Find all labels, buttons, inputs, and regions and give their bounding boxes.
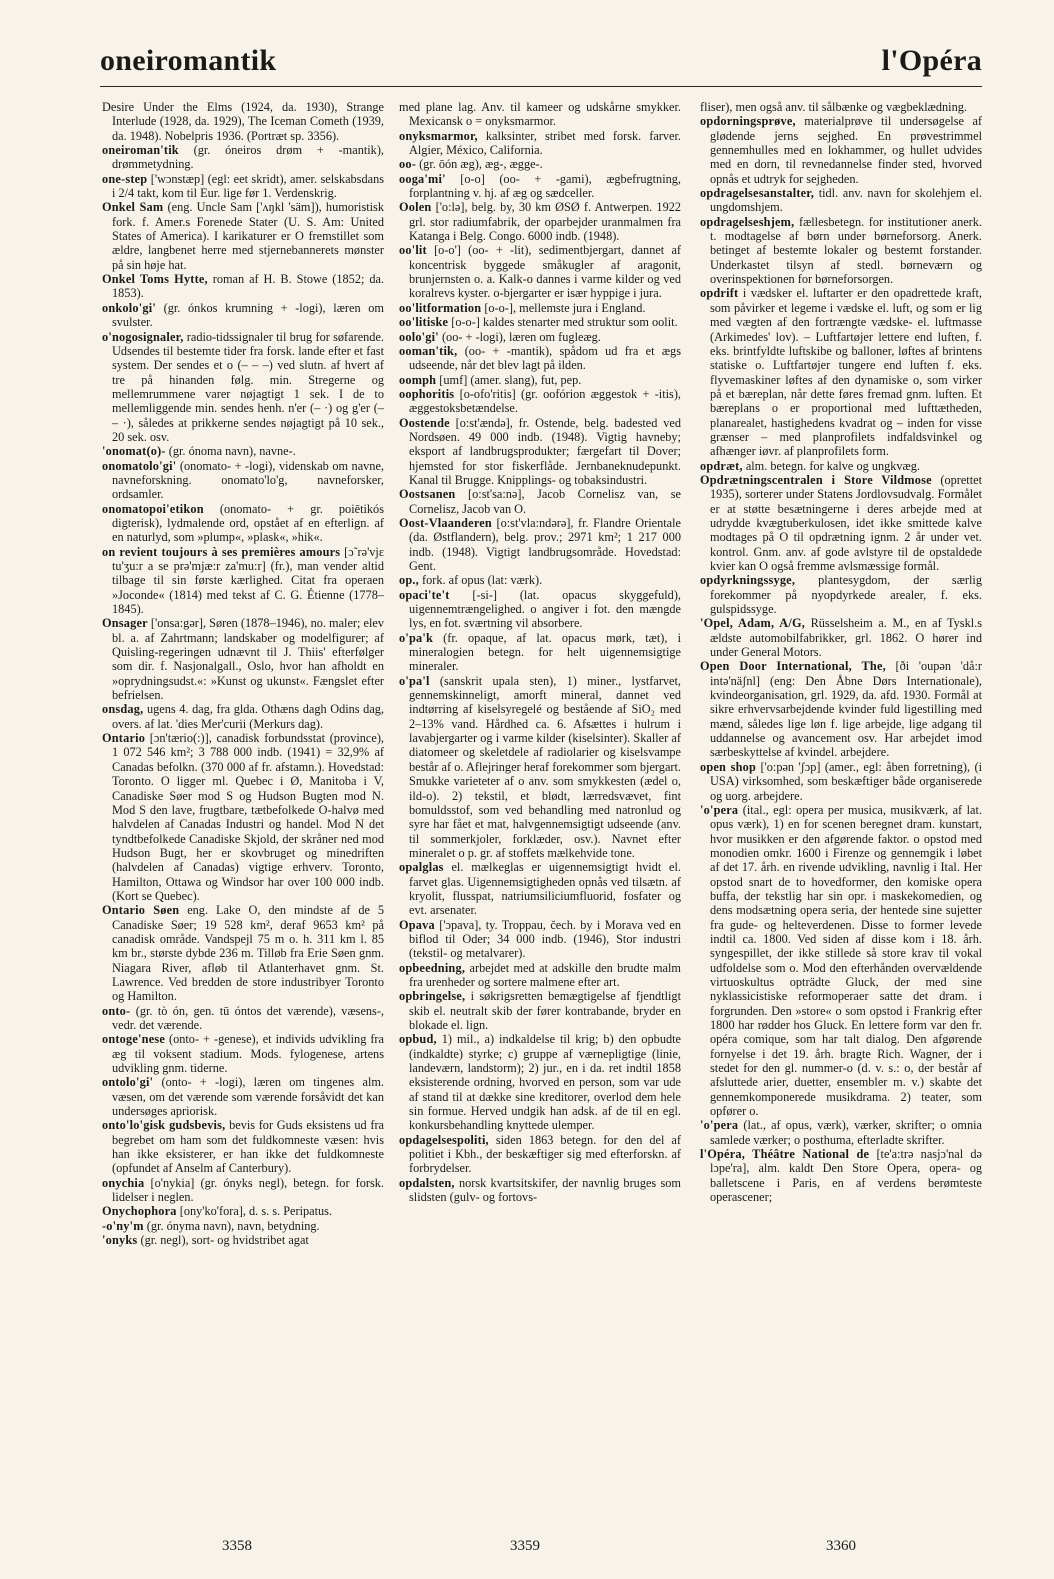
entry-definition: siden 1863 betegn. for den del af politiet i Kbh., der beskæftiger sig med efterforskn. af forbrydelser. [409, 1132, 681, 1176]
dictionary-entry [700, 186, 982, 215]
entry-headword: oolo'gi' [399, 329, 439, 344]
dictionary-entry [700, 803, 982, 1119]
dictionary-entry [399, 129, 681, 158]
dictionary-entry [700, 1147, 982, 1204]
entry-headword: opdalsten, [399, 1175, 455, 1190]
column-right [700, 100, 982, 1530]
entry-definition: fork. af opus (lat: værk). [422, 573, 543, 588]
entry-definition: (oo- + -mantik), spådom ud fra et ægs udseende, når det blev lagt på ilden. [409, 343, 681, 373]
entry-headword: opaci'te't [399, 587, 450, 602]
entry-definition: bevis for Guds eksistens ud fra begrebet om ham som det fuldkomneste væsen: hvis han ikke eksisterer, er han ikke det fuldkomneste (opfundet af Anselm af Canterbury). [112, 1118, 384, 1176]
entry-headword: oneiroman'tik [102, 143, 179, 158]
entry-definition: (fr. opaque, af lat. opacus mørk, tæt), i mineralogien betegn. for helt uigennemsigtige mineraler. [409, 630, 681, 674]
entry-headword: Open Door International, The, [700, 659, 886, 674]
dictionary-entry [399, 1176, 681, 1205]
dictionary-entry [102, 1118, 384, 1175]
entry-definition: (oo- + -logi), læren om fugleæg. [441, 329, 601, 344]
dictionary-entry [102, 459, 384, 502]
entry-definition: (gr. óneiros drøm + -mantik), drømmetydning. [112, 143, 384, 172]
dictionary-entry [700, 616, 982, 659]
entry-definition: [o-ofo'ritis] (gr. oofórion æggestok + -itis), æggestoksbetændelse. [409, 386, 681, 416]
dictionary-entry [102, 200, 384, 272]
entry-headword: oo- [399, 157, 416, 172]
dictionary-entry [399, 1133, 681, 1176]
entry-headword: opdorningsprøve, [700, 114, 796, 129]
entry-definition: plantesygdom, der særlig forekommer på nyopdyrkede arealer, f. eks. gulspidssyge. [710, 573, 982, 617]
dictionary-entry [399, 243, 681, 300]
entry-definition: materialprøve til undersøgelse af glødende jerns sejghed. En prøvestrimmel gennemhulles med en lokhammer, og hullet udvides med en dorn, til revnedannelse finder sted, hvorved opnås et udtryk for sejgheden. [710, 114, 982, 186]
dictionary-entry [700, 659, 982, 759]
entry-headword: ooman'tik, [399, 343, 458, 358]
column-left [102, 100, 384, 1530]
dictionary-entry [399, 344, 681, 373]
entry-definition: [ɔ̃ rə'vjɛ̃ tu'ʒu:r a se prə'mjæ:r za'mu:r] (fr.), man vender altid tilbage til sin første kærlighed. Citat fra operaen »Joconde« (1814) med tekst af C. G. Étienne (1778–1845). [112, 544, 384, 617]
entry-definition: Rüsselsheim a. M., en af Tyskl.s ældste automobilfabrikker, grl. 1862. O hører ind under General Motors. [710, 616, 982, 660]
entry-headword: Oostende [399, 415, 450, 430]
entry-definition: tidl. anv. navn for skolehjem el. ungdomshjem. [710, 186, 982, 215]
entry-definition: [o:st'sa:nə], Jacob Cornelisz van, se Cornelisz, Jacob van O. [409, 487, 681, 516]
entry-headword: oophoritis [399, 386, 455, 401]
entry-headword: onto'lo'gisk gudsbevis, [102, 1118, 226, 1133]
entry-definition: (gr. ónkos krumning + -logi), læren om svulster. [112, 300, 384, 330]
entry-definition: ugens 4. dag, fra glda. Othæns dagh Odins dag, overs. af lat. 'dies Mer'curii (Merkurs dag). [112, 702, 384, 731]
dictionary-entry [399, 330, 681, 344]
entry-headword: opdagelsespoliti, [399, 1132, 489, 1147]
entry-definition: [ði 'oupən 'då:r intə'näʃnl] (eng: Den Åbne Dørs Internationale), kvindeorganisation, grl. 1929, da. afd. 1930. Formål at sikre erhvervsarbejdende kvinder fuld ligestilling med mænd, således lige løn f. lige arbejde, lige adgang til uddannelse og avancement osv. Har arbejdet imod særbeskyttelse af kvindel. arbejdere. [710, 659, 982, 760]
entry-headword: oo'litiske [399, 315, 449, 330]
entry-definition: arbejdet med at adskille den brudte malm fra urenheder og sortere malmene efter art. [409, 960, 681, 989]
entry-headword: opdrift [700, 286, 739, 301]
page-header [100, 42, 982, 87]
entry-definition: ['onsa:gər], Søren (1878–1946), no. maler; elev bl. a. af Zahrtmann; landskaber og modelfigurer; af Quisling-regeringen udnævnt til J. Thiis' efterfølger som dir. f. Nasjonalgall., Oslo, hvor han afholdt en »oprydningsudst.«: »Kunst og ukunst«. Fængslet efter befrielsen. [112, 616, 384, 703]
dictionary-entry [102, 1004, 384, 1033]
entry-definition: med plane lag. Anv. til kameer og udskårne smykker. Mexicansk o = onyksmarmor. [399, 100, 681, 129]
entry-headword: onto- [102, 1003, 131, 1018]
dictionary-entry [102, 1075, 384, 1118]
entry-definition: (onomato- + gr. poiētikós digterisk), lydmalende ord, opstået af en efterlign. af en naturlyd, som »plump«, »plask«, »hik«. [112, 501, 384, 545]
dictionary-entry [700, 573, 982, 616]
entry-headword: o'pa'l [399, 673, 430, 688]
dictionary-entry [102, 1204, 384, 1218]
entry-headword: opalglas [399, 860, 444, 875]
dictionary-entry [399, 674, 681, 860]
entry-definition: alm. betegn. for kalve og ungkvæg. [745, 458, 920, 473]
dictionary-entry [399, 301, 681, 315]
entry-definition: Desire Under the Elms (1924, da. 1930), Strange Interlude (1928, da. 1929), The Iceman Cometh (1939, da. 1948). Nobelpris 1936. (Portræt sp. 3356). [102, 100, 384, 143]
page-number-left: 3358 [222, 1538, 252, 1554]
dictionary-entry [102, 1233, 384, 1247]
entry-definition: (sanskrit upala sten), 1) miner., lystfarvet, gennemskinneligt, amorft mineral, dannet ved indtørring af kiselsyregelé og bestående af SiO₂ med 2–13% vand. Hårdhed ca. 6. Afsættes i hulrum i lavabjergarter og i varme kilder (kiselsinter). Skaller af diatomeer og skeletdele af radiolarier og kiselsvampe består af o. Aflejringer heraf forekommer som bjergart. Smukke varieteter af o anv. som smykkesten (ædel o, ild-o). 2) tekstil, et blødt, lærredsvævet, fint bomuldsstof, som ved behandling med natronlud og syre har fået et mat, halvgennemsigtigt udseende (anv. til sommerkjoler, forklæder, osv.). Navnet efter mineralet o p. gr. af stoffets mælkehvide tone. [409, 673, 681, 860]
dictionary-entry [399, 387, 681, 416]
entry-definition: [umf] (amer. slang), fut, pep. [439, 372, 582, 387]
dictionary-entry [700, 215, 982, 287]
entry-definition: (ital., egl: opera per musica, musikværk, af lat. opus værk), 1) en for scenen beregnet dram. kunstart, hvor musikken er den afgørende faktor. o opstod med monodien omkr. 1600 i Firenze og gennemgik i løbet af det 17. årh. en rivende udvikling, navnlig i Ital. Her opstod snart de to hovedformer, den komiske opera buffa, der tekstlig har sin opr. i maskekomedien, og dens modsætning opera seria, der hentede sine sujetter fra gude- og helteverdenen. Disse to former levede indtil ca. 1800. Ved siden af disse kom i 18. årh. syngespillet, der ikke stillede så store krav til vokal udfoldelse som o. Mod den efterhånden overvældende virtuoskultus opträdte Gluck, der med sine nyklassicistiske reformoperaer satte det dram. i forgrunden. Den »store« o som opstod i Frankrig efter 1800 har rødder hos Gluck. En lettere form var den fr. opéra comique, som har talt dialog. Den afgørende fornyelse i det 19. årh. bragte Rich. Wagner, der i stedet for den gl. nummer-o (d. v. s.: o, der består af afsluttede arier, duetter, ensembler m. v.) skabte det gennemkomponerede musikdrama. 2) teater, som opfører o. [710, 802, 982, 1119]
dictionary-entry [399, 918, 681, 961]
dictionary-entry [399, 487, 681, 516]
dictionary-entry [102, 903, 384, 1003]
dictionary-entry [102, 143, 384, 172]
entry-definition: radio-tidssignaler til brug for søfarende. Udsendes til bestemte tider fra forsk. lande efter et fast system. Der sendes et o (– – –) ved slutn. af hvert af tre på hinanden følg. min. Stregerne og mellemrummene varer nøjagtigt 1 sek. I de to mellemliggende min. sendes henh. n'er (– ·) og g'er (– – ·), således at prikkerne sendes nøjagtigt på 10 sek., 20 sek. osv. [112, 329, 384, 444]
entry-headword: l'Opéra, Théâtre National de [700, 1147, 870, 1162]
entry-definition: (lat., af opus, værk), værker, skrifter; o omnia samlede værker; o posthuma, efterladte skrifter. [710, 1118, 982, 1147]
entry-headword: onomatopoi'etikon [102, 501, 204, 516]
entry-definition: [o'nykia] (gr. ónyks negl), betegn. for forsk. lidelser i neglen. [112, 1175, 384, 1205]
entry-headword: Oostsanen [399, 487, 456, 502]
entry-definition: (oprettet 1935), sorterer under Statens Jordlovsudvalg. Formålet er at støtte besætningerne i deres arbejde med at udrydde kvægtuberkulosen, idet ikke smittede kalve modtages på O til opdrætning ignm. 2 år under vet. kontrol. Gnm. anv. af gode avlstyre til de opstaldede kvier kan O også fremme avlsmæssige formål. [710, 472, 982, 573]
entry-definition: (gr. ōón æg), æg-, ægge-. [419, 157, 543, 172]
entry-definition: norsk kvartsitskifer, der navnlig bruges som slidsten (gulv- og fortovs- [409, 1175, 681, 1205]
dictionary-entry [102, 616, 384, 702]
entry-definition: 1) mil., a) indkaldelse til krig; b) den opbudte (indkaldte) styrke; c) gruppe af værnepligtige (linie, landeværn, landstorm); 2) jur., en i da. ret indtil 1858 eksisterende ordning, hvorved en person, som var ude af stand til at dække sine kreditorer, overlod dem hele sin formue. Herved undgik han adsk. af de til en egl. konkursbehandling knyttede ulemper. [409, 1032, 681, 1133]
entry-definition: [o-o] (oo- + -gami), ægbefrugtning, forplantning v. hj. af æg og sædceller. [409, 171, 681, 201]
entry-headword: Onkel Toms Hytte, [102, 272, 208, 287]
dictionary-entry [700, 286, 982, 458]
entry-headword: onychia [102, 1175, 145, 1190]
header-right-headword: l'Opéra [881, 44, 982, 77]
entry-definition: roman af H. B. Stowe (1852; da. 1853). [112, 272, 384, 301]
dictionary-entry [102, 100, 384, 143]
entry-headword: o'nogosignaler, [102, 329, 184, 344]
entry-definition: ['ɔpava], ty. Troppau, čech. by i Morava ved en biflod til Oder; 34 000 indb. (1946), Stor industri (tekstil- og metalvarer). [409, 917, 681, 961]
dictionary-entry [399, 631, 681, 674]
entry-definition: (gr. ónoma navn), navne-. [168, 444, 296, 459]
entry-headword: 'o'pera [700, 1118, 739, 1133]
entry-definition: eng. Lake O, den mindste af de 5 Canadiske Søer; 19 528 km², deraf 9653 km² på canadisk område. Vandspejl 75 m o. h. 311 km l. 85 km br., største dybde 236 m. Tilløb fra Erie Søen gnm. Niagara River, afløb til Atlanterhavet gnm. St. Lawrence. Ved bredden de store industribyer Toronto og Hamilton. [112, 903, 384, 1004]
entry-headword: on revient toujours à ses premières amours [102, 544, 341, 559]
dictionary-entry [399, 516, 681, 573]
page-number-middle: 3359 [510, 1538, 540, 1554]
dictionary-entry [102, 301, 384, 330]
dictionary-entry [102, 1219, 384, 1233]
entry-headword: ooga'mi' [399, 171, 446, 186]
entry-definition: (onomato- + -logi), videnskab om navne, navneforskning. onomato'lo'g, navneforsker, ordsamler. [112, 458, 384, 502]
entry-definition: (eng. Uncle Sam ['ʌŋkl 'säm]), humoristisk fork. f. Amer.s Forenede Stater (U. S. Am: United States of America). I karikaturer er O fremstillet som ældre, langbenet herre med stjernebannerets mønster på sin høje hat. [112, 200, 384, 272]
entry-headword: ontoge'nese [102, 1032, 165, 1047]
entry-definition: [o:st'vla:ndərə], fr. Flandre Orientale (da. Østflandern), belg. prov.; 2971 km²; 1 217 000 indb. (1948). Vigtigt landbrugsområde. Hovedstad: Gent. [409, 515, 681, 573]
entry-headword: oomph [399, 372, 437, 387]
dictionary-entry [399, 157, 681, 171]
dictionary-entry [102, 444, 384, 458]
entry-definition: (gr. tò ón, gen. tū óntos det værende), væsens-, vedr. det værende. [112, 1003, 384, 1032]
dictionary-entry [399, 416, 681, 488]
dictionary-entry [399, 100, 681, 129]
page-number-right: 3360 [826, 1538, 856, 1554]
dictionary-entry [102, 731, 384, 903]
entry-headword: 'Opel, Adam, A/G, [700, 616, 806, 631]
dictionary-entry [399, 1032, 681, 1132]
entry-headword: opdræt, [700, 458, 743, 473]
entry-headword: o'pa'k [399, 630, 434, 645]
entry-headword: 'o'pera [700, 802, 739, 817]
entry-headword: ontolo'gi' [102, 1075, 154, 1090]
entry-headword: onomatolo'gi' [102, 458, 177, 473]
entry-definition: fællesbetegn. for institutioner anerk. t. modtagelse af børn under børneforsorg. Anerk. betinget af bestemte lokaler og bestemt forstander. Underkastet tilsyn af stedl. børneværn og overinspektionen for børneforsorgen. [710, 214, 982, 287]
entry-definition: [o:st'ændə], fr. Ostende, belg. badested ved Nordsøen. 49 000 indb. (1948). Vigtig havneby; eksport af landbrugsprodukter; færgefart til Dover; hjemsted for stor fiskerflåde. Jernbaneknudepunkt. Kanal til Brugge. Knipplings- og tobaksindustri. [409, 415, 681, 487]
dictionary-entry [700, 100, 982, 114]
dictionary-entry [399, 961, 681, 990]
dictionary-entry [102, 545, 384, 617]
entry-definition: (gr. negl), sort- og hvidstribet agat [140, 1233, 309, 1248]
dictionary-entry [102, 330, 384, 445]
dictionary-entry [399, 573, 681, 587]
entry-headword: Opava [399, 917, 435, 932]
entry-definition: [ony'ko'fora], d. s. s. Peripatus. [179, 1204, 333, 1219]
dictionary-entry [700, 760, 982, 803]
entry-headword: open shop [700, 759, 757, 774]
entry-headword: Oolen [399, 200, 432, 215]
entry-headword: Onkel Sam [102, 200, 164, 215]
dictionary-entry [102, 1032, 384, 1075]
entry-definition: (onto- + -genese), et individs udvikling fra æg til voksent stadium. Mods. fylogenese, artens udvikling gnm. tiderne. [112, 1032, 384, 1076]
entry-headword: opbringelse, [399, 989, 466, 1004]
entry-headword: op., [399, 573, 419, 588]
entry-headword: -o'ny'm [102, 1218, 144, 1233]
dictionary-entry [399, 588, 681, 631]
page-numbers [0, 1538, 1054, 1562]
dictionary-entry [399, 373, 681, 387]
entry-definition: (gr. ónyma navn), navn, betydning. [146, 1218, 320, 1233]
entry-headword: oo'lit [399, 243, 427, 258]
entry-headword: oo'litformation [399, 300, 482, 315]
entry-definition: [te'a:trə nasjɔ'nal də lɔpe'ra], alm. kaldt Den Store Opera, opera- og balletscene i Paris, en af verdens berømteste operascener; [710, 1147, 982, 1205]
entry-headword: Oost-Vlaanderen [399, 515, 492, 530]
entry-headword: onkolo'gi' [102, 300, 156, 315]
entry-definition: [o-o'] (oo- + -lit), sedimentbjergart, dannet af koncentrisk byggede småkugler af aragonit, brunjernsten o. a. Kalk-o dannes i varme kilder og ved koralrevs kyster. o-bjergarter er især hyppige i jura. [409, 243, 681, 301]
entry-definition: ['o:pən 'ʃɔp] (amer., egl: åben forretning), (i USA) virksomhed, som beskæftiger både organiserede og uorg. arbejdere. [710, 759, 982, 803]
entry-definition: [-si-] (lat. opacus skyggefuld), uigennemtrængelighed. o angiver i fot. den mængde lys, en fot. sværtning vil absorbere. [409, 587, 681, 631]
entry-definition: i vædsker el. luftarter er den opadrettede kraft, som påvirker et legeme i vædske el. luft, og som er lig med vægten af den fortrængte vædske- el. luftmasse (Arkimedes' lov). – Luftfartøjer lettere end luften, f. eks. brintfyldte luftskibe og balloner, løftes af brintens statiske o. Luftfartøjer tungere end luften f. eks. flyvemaskiner løftes af den dynamiske o, som virker på et bæreplan, når dette føres fremad gnm. luften. Et bæreplans o er proportional med lufttætheden, planarealet, hastighedens kvadrat og – inden for visse grænser – med planprofilets indfaldsvinkel og afhænger iøvr. af planprofilets form. [710, 286, 982, 459]
entry-headword: onsdag, [102, 702, 144, 717]
dictionary-columns [102, 100, 982, 1530]
entry-headword: opdragelsesanstalter, [700, 186, 815, 201]
dictionary-entry [102, 172, 384, 201]
entry-headword: Onsager [102, 616, 148, 631]
dictionary-entry [700, 459, 982, 473]
entry-headword: Opdrætningscentralen i Store Vildmose [700, 472, 932, 487]
entry-definition: (onto- + -logi), læren om tingenes alm. væsen, om det værende som værende forsåvidt det kan undersøges apriorisk. [112, 1075, 384, 1119]
entry-headword: opbeedning, [399, 960, 466, 975]
dictionary-entry [700, 473, 982, 573]
entry-headword: opbud, [399, 1032, 437, 1047]
entry-headword: Ontario [102, 731, 146, 746]
entry-definition: ['o:lə], belg. by, 30 km ØSØ f. Antwerpen. 1922 grl. stor radiumfabrik, der oparbejder uranmalmen fra Katanga i Belg. Congo. 6000 indb. (1948). [409, 200, 681, 244]
dictionary-entry [102, 702, 384, 731]
entry-definition: i søkrigsretten bemægtigelse af fjendtligt skib el. neutralt skib der fører kontrabande, bryder en blokade el. lign. [409, 989, 681, 1032]
entry-headword: 'onyks [102, 1233, 138, 1248]
entry-definition: el. mælkeglas er uigennemsigtigt hvidt el. farvet glas. Uigennemsigtigheden opnås ved tilsætn. af kryolit, flusspat, natriumsiliciumfluorid, fosfater og evt. arsenater. [409, 860, 681, 918]
entry-definition: kalksinter, stribet med forsk. farver. Algier, México, California. [409, 128, 681, 158]
dictionary-entry [102, 1176, 384, 1205]
entry-headword: opdyrkningssyge, [700, 573, 796, 588]
dictionary-entry [399, 200, 681, 243]
entry-headword: opdragelseshjem, [700, 214, 795, 229]
dictionary-entry [102, 502, 384, 545]
column-middle [399, 100, 681, 1530]
dictionary-entry [399, 989, 681, 1032]
dictionary-entry [700, 1118, 982, 1147]
entry-definition: [o-o-], mellemste jura i England. [484, 300, 646, 315]
entry-headword: onyksmarmor, [399, 128, 478, 143]
entry-definition: ['wɔnstæp] (egl: eet skridt), amer. selskabsdans i 2/4 takt, kom til Eur. lige før 1. Verdenskrig. [112, 171, 384, 201]
dictionary-entry [399, 315, 681, 329]
dictionary-entry [700, 114, 982, 186]
entry-headword: Ontario Søen [102, 903, 180, 918]
entry-definition: fliser), men også anv. til sålbænke og vægbeklædning. [700, 100, 967, 114]
entry-headword: 'onomat(o)- [102, 444, 166, 459]
entry-headword: one-step [102, 171, 148, 186]
entry-definition: [ɔn'tærio(:)], canadisk forbundsstat (province), 1 072 546 km²; 3 788 000 indb. (1941) = 32,9% af Canadas befolkn. (370 000 af fr. afstamn.). Hovedstad: Toronto. O ligger ml. Quebec i Ø, Manitoba i V, Canadiske Søer mod S og Hudson Bugten mod N. Mod S den lave, frugtbare, tætbefolkede O-halvø med halvdelen af Canadas Industri og handel. Mod N det tyndtbefolkede Canadiske Skjold, der skråner ned mod Hudson Bugt, her er skovbruget og minedriften (halvdelen af Canadas) vigtige erhverv. Toronto, Hamilton, Ottawa og Windsor har over 100 000 indb. (Kort se Quebec). [112, 731, 384, 903]
header-left-headword: oneiromantik [100, 44, 277, 77]
entry-definition: [o-o-] kaldes stenarter med struktur som oolit. [451, 315, 678, 330]
dictionary-entry [399, 172, 681, 201]
dictionary-entry [399, 860, 681, 917]
dictionary-entry [102, 272, 384, 301]
entry-headword: Onychophora [102, 1204, 177, 1219]
